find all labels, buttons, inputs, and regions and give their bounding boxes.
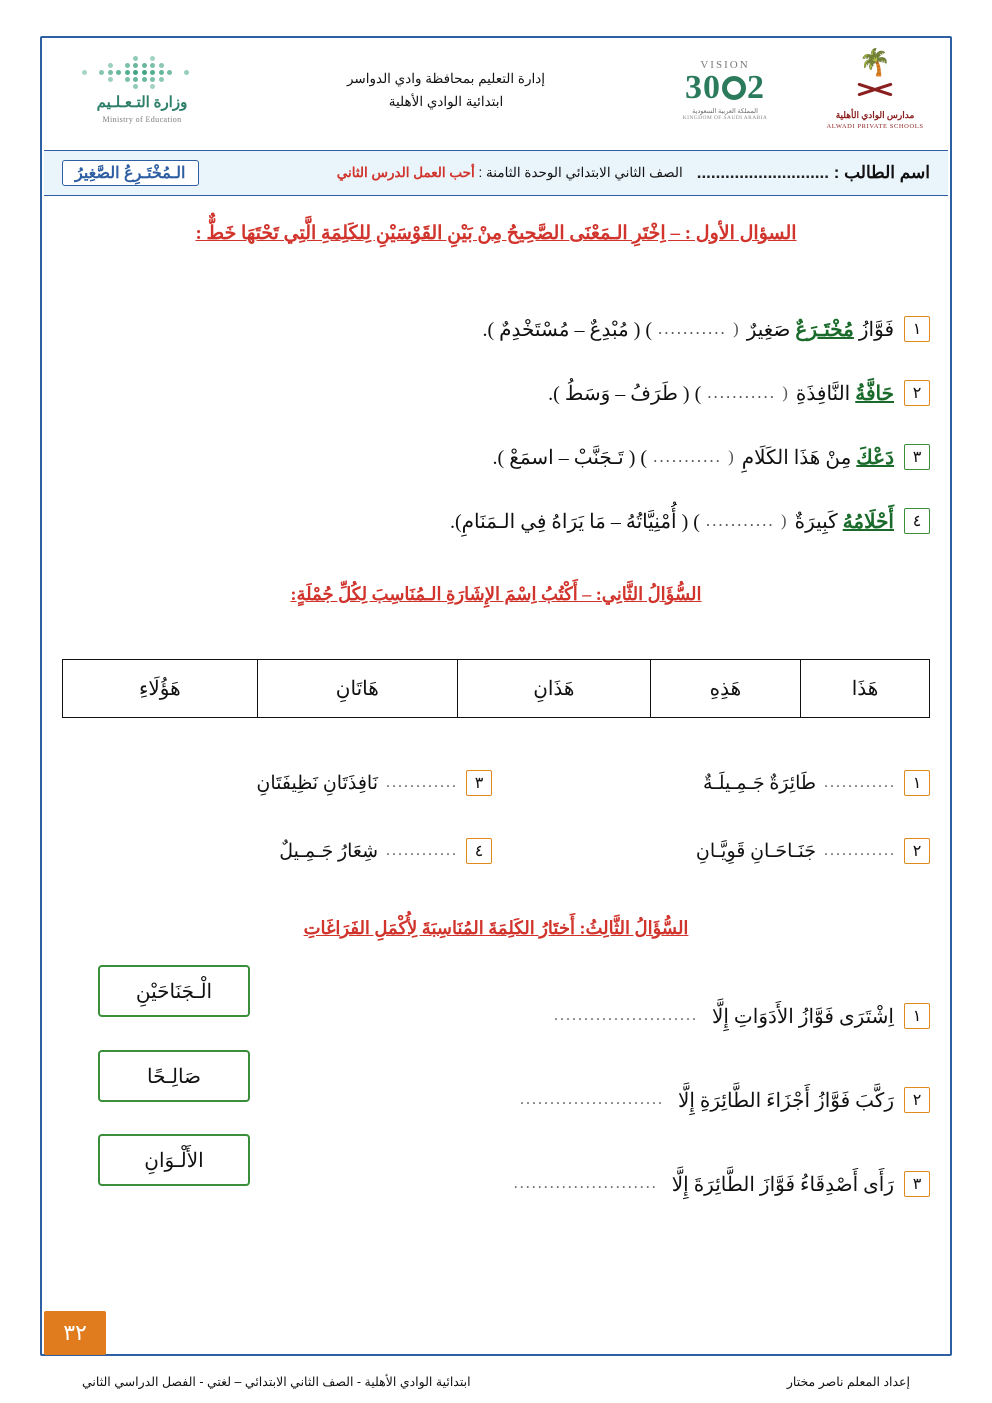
school-logo	[800, 42, 950, 138]
q2-item-3-text: نَافِذَتَانِ نَظِيفَتَانِ	[256, 772, 378, 794]
table-cell-3: هَاتَانِ	[257, 660, 457, 718]
question3-title: السُّؤَالُ الثَّالِثُ: أَختَارُ الكَلِمَةَ المُنَاسِبَةَ لِأُكْمَلِ الفَرَاغَاتِ	[303, 918, 689, 938]
q2-item-1-blank[interactable]: ............	[824, 774, 896, 791]
q2-item-1	[703, 770, 930, 796]
q2-item-1-text: طَائِرَةٌ جَـمِـيلَـةٌ	[702, 772, 816, 794]
q1-item-2-stem	[796, 381, 894, 406]
q1-item-4-stem	[795, 509, 894, 534]
q3-item-1-blank[interactable]: ........................	[553, 1007, 698, 1024]
q2-item-4	[279, 838, 492, 864]
q1-item-4-answer-blank[interactable]: ( ...........	[705, 511, 789, 530]
school-logo-name-en: ALWADI PRIVATE SCHOOLS	[826, 123, 924, 130]
q2-item-2-text: جَنَـاحَـانِ قَوِيَّـانِ	[695, 840, 816, 862]
header-line-2: ابتدائية الوادي الأهلية	[388, 93, 504, 109]
q1-item-2-number: ٢	[904, 380, 930, 406]
q1-item-1	[482, 316, 930, 342]
q1-item-1-answer-blank[interactable]: ( ...........	[658, 319, 741, 338]
q2-item-4-number: ٤	[466, 838, 492, 864]
class-info-plain: الصف الثاني الابتدائي الوحدة الثامنة :	[478, 165, 683, 180]
q1-item-4-options: ) ( أُمْنِيَّاتُهُ – مَا يَرَاهُ فِي الـمَنَامِ).	[449, 510, 700, 533]
q1-item-4-number: ٤	[904, 508, 930, 534]
q1-item-1-stem-pre: فَوَّازُ	[858, 318, 894, 341]
q1-item-3	[493, 444, 930, 470]
word-bank-item-2[interactable]: صَالِـحًا	[98, 1050, 250, 1102]
footer-teacher: إعداد المعلم ناصر مختار	[786, 1375, 910, 1389]
vision-2030-logo	[650, 42, 800, 138]
q1-item-3-stem	[742, 445, 894, 470]
vision-number: 230	[685, 69, 765, 106]
q2-item-3-blank[interactable]: ............	[386, 774, 458, 791]
vision-sub-ar: المملكة العربية السعودية	[692, 108, 758, 115]
vision-sub-en: KINGDOM OF SAUDI ARABIA	[682, 115, 768, 121]
q1-item-2-options: ) ( طَرَفُ – وَسَطُ ).	[548, 382, 702, 405]
q1-item-2-stem-post: النَّافِذَةِ	[795, 382, 851, 405]
q1-item-4-underlined-word: أَحْلَامُهُ	[842, 510, 894, 533]
student-info-row	[44, 150, 948, 196]
ministry-of-education-logo	[42, 42, 242, 138]
header-line-1: إدارة التعليم بمحافظة وادي الدواسر	[346, 70, 546, 86]
q3-item-2-text: رَكَّبَ فَوَّازُ أَجْزَاءَ الطَّائِرَةِ إِلَّا	[677, 1089, 894, 1112]
page-footer	[42, 1374, 950, 1389]
q1-item-3-number: ٣	[904, 444, 930, 470]
word-bank-item-3[interactable]: الأَلْـوَانِ	[98, 1134, 250, 1186]
footer-school-info: ابتدائية الوادي الأهلية - الصف الثاني الابتدائي – لغتي - الفصل الدراسي الثاني	[82, 1375, 471, 1389]
lesson-name: الدرس الثاني	[336, 165, 410, 180]
table-row	[63, 660, 930, 718]
q2-item-2	[696, 838, 930, 864]
header-center-text	[242, 64, 650, 117]
q2-item-4-text: شِعَارُ جَـمِـيلٌ	[279, 840, 378, 862]
student-name-label	[697, 163, 930, 183]
demonstrative-pronouns-table	[62, 659, 930, 718]
q1-item-3-answer-blank[interactable]: ( ...........	[653, 447, 736, 466]
page-header	[42, 38, 950, 142]
school-logo-name-ar: مدارس الوادي الأهلية	[835, 110, 915, 120]
q3-item-3-text: رَأَى أَصْدِقَاءُ فَوَّازَ الطَّائِرَةَ إِلَّا	[671, 1173, 894, 1196]
moe-name-ar: وزارة التـعـلـيم	[96, 95, 188, 111]
q3-item-2-number: ٢	[904, 1087, 930, 1113]
q1-item-1-number: ١	[904, 316, 930, 342]
q1-item-2-underlined-word: حَافَّةُ	[855, 382, 894, 405]
q2-item-3-number: ٣	[466, 770, 492, 796]
page-number-badge: ٣٢	[44, 1311, 106, 1355]
unit-theme: أحب العمل	[413, 165, 475, 180]
school-crest-icon: 🌴	[852, 50, 898, 108]
moe-name-en: Ministry of Education	[102, 115, 182, 124]
table-cell-2: هَذَانِ	[457, 660, 650, 718]
q2-item-4-blank[interactable]: ............	[386, 842, 458, 859]
q3-item-1-text: اِشْتَرَى فَوَّازُ الأَدَوَاتِ إِلَّا	[711, 1005, 894, 1028]
q2-item-2-blank[interactable]: ............	[824, 842, 896, 859]
q1-item-2	[548, 380, 930, 406]
q1-item-2-answer-blank[interactable]: ( ...........	[707, 383, 790, 402]
student-name-blank[interactable]: ............................	[696, 163, 829, 182]
q3-item-2-blank[interactable]: ........................	[519, 1091, 664, 1108]
q1-item-4-stem-post: كَبِيرَةٌ	[794, 510, 838, 533]
q2-item-3	[256, 770, 492, 796]
q1-item-1-stem-post: صَغِيرٌ	[746, 318, 791, 341]
table-cell-4: هَؤُلَاءِ	[63, 660, 258, 718]
q1-item-3-options: ) ( تَـجَنَّبْ – اسمَعْ ).	[492, 446, 648, 469]
q3-item-1-number: ١	[904, 1003, 930, 1029]
q1-item-3-stem-post: مِنْ هَذَا الكَلَامِ	[741, 446, 852, 469]
lesson-title-badge: الـمُخْتَـرِعُ الصَّغِيرُ	[62, 160, 199, 186]
q3-item-3-blank[interactable]: ........................	[513, 1175, 658, 1192]
student-name-text: اسم الطالب :	[833, 163, 930, 182]
word-bank-item-1[interactable]: الْـجَنَاحَيْنِ	[98, 965, 250, 1017]
class-info	[337, 165, 683, 181]
q2-item-2-number: ٢	[904, 838, 930, 864]
q3-item-3-number: ٣	[904, 1171, 930, 1197]
q3-item-3	[500, 1171, 930, 1197]
q1-item-1-stem	[747, 317, 894, 342]
q1-item-4	[450, 508, 930, 534]
vision-label: VISION	[700, 59, 750, 71]
q2-item-1-number: ١	[904, 770, 930, 796]
q1-item-1-underlined-word: مُخْتَـرَعٌ	[795, 318, 854, 341]
q1-item-1-options: ) ( مُبْدِعٌ – مُسْتَخْدِمٌ ).	[482, 318, 653, 341]
moe-dots-icon	[82, 56, 202, 90]
q1-item-3-underlined-word: دَعْكَ	[856, 446, 894, 469]
table-cell-1: هَذِهِ	[650, 660, 800, 718]
question1-title: السؤال الأول : – اِخْتَرِ الـمَعْنَى الصَّحِيحُ مِنْ بَيْنِ القَوْسَيْنِ لِلكَلِمَةِ الَّتِي تَحْتَهَا خَطٌّ :	[195, 223, 797, 244]
question2-title: السُّؤَالُ الثَّانِي: – أَكْتُبُ اِسْمَ الإِشَارَةِ الـمُنَاسِبَ لِكُلِّ جُمْلَةٍ:	[290, 584, 702, 604]
q3-item-2	[506, 1087, 930, 1113]
q3-item-1	[540, 1003, 930, 1029]
table-cell-0: هَذَا	[801, 660, 930, 718]
